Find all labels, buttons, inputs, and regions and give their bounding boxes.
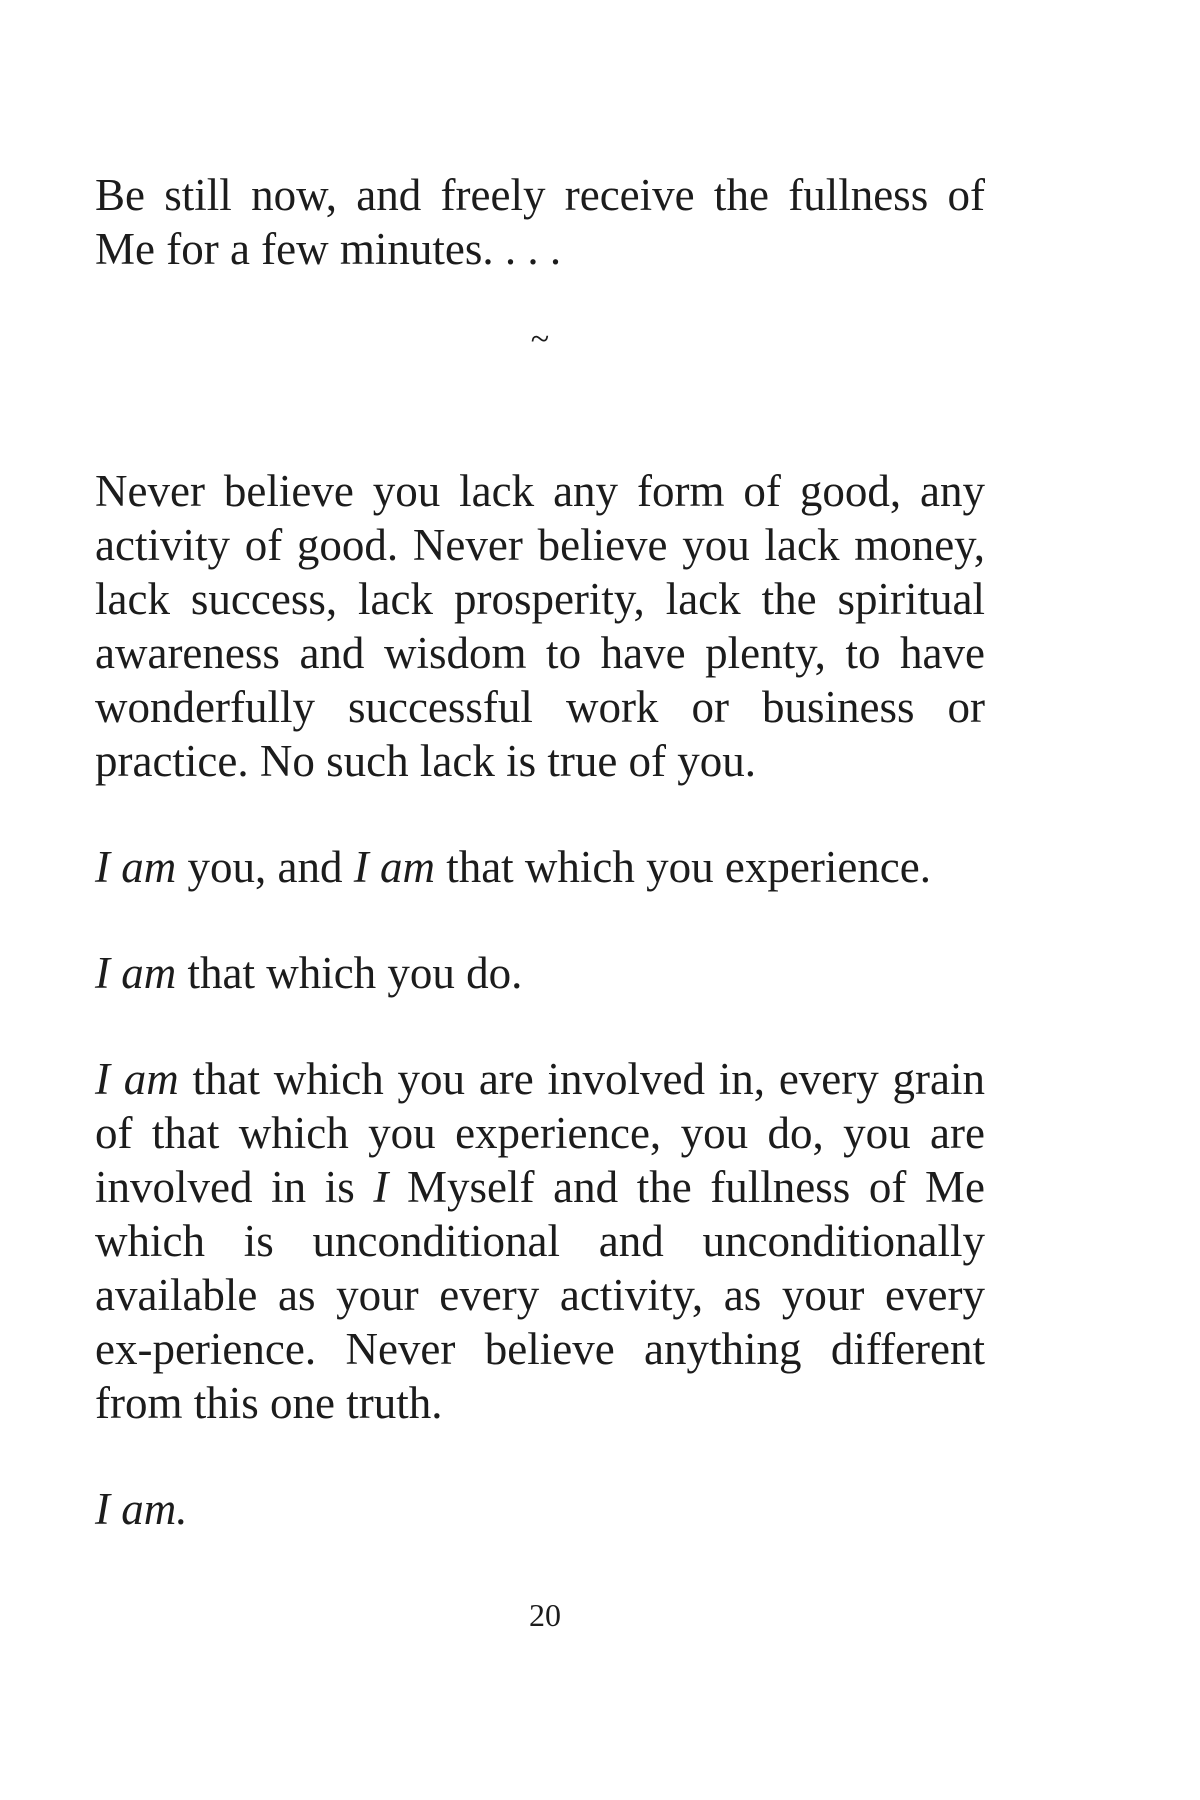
emphasis-i-am: I am (95, 842, 177, 892)
emphasis-i-am: I am (95, 948, 177, 998)
emphasis-i-am: I am (95, 1054, 179, 1104)
paragraph-i-am-involved (95, 1052, 985, 1430)
emphasis-i-am-closing: I am. (95, 1484, 188, 1534)
paragraph-text: that which you are involved in, every grain of that which you experience, you do, you are involved in is (95, 1054, 985, 1212)
page-body (95, 168, 985, 1536)
section-divider: ~ (530, 321, 550, 358)
paragraph-never-believe-lack: Never believe you lack any form of good, any activity of good. Never believe you lack money, lack success, lack prosperity, lack the spiritual awareness and wisdom to have plenty, to have wonderfully successful work or business or practice. No such lack is true of you. (95, 466, 985, 786)
paragraph-text: Myself and the fullness of Me which is unconditional and unconditionally available as your every activity, as your every ex-perience. Never believe anything different from this one truth. (95, 1162, 985, 1428)
paragraph-text: you, and (176, 842, 354, 892)
paragraph-i-am-you (95, 840, 985, 894)
paragraph-text: that which you do. (176, 948, 523, 998)
emphasis-i: I (373, 1162, 389, 1212)
page-number: 20 (529, 1597, 561, 1633)
paragraph-i-am-that-which-you-do (95, 946, 985, 1000)
paragraph-text: that which you experience. (434, 842, 932, 892)
emphasis-i-am: I am (353, 842, 435, 892)
paragraph-i-am-closing (95, 1482, 985, 1536)
paragraph-be-still: Be still now, and freely receive the fullness of Me for a few minutes. . . . (95, 170, 985, 274)
